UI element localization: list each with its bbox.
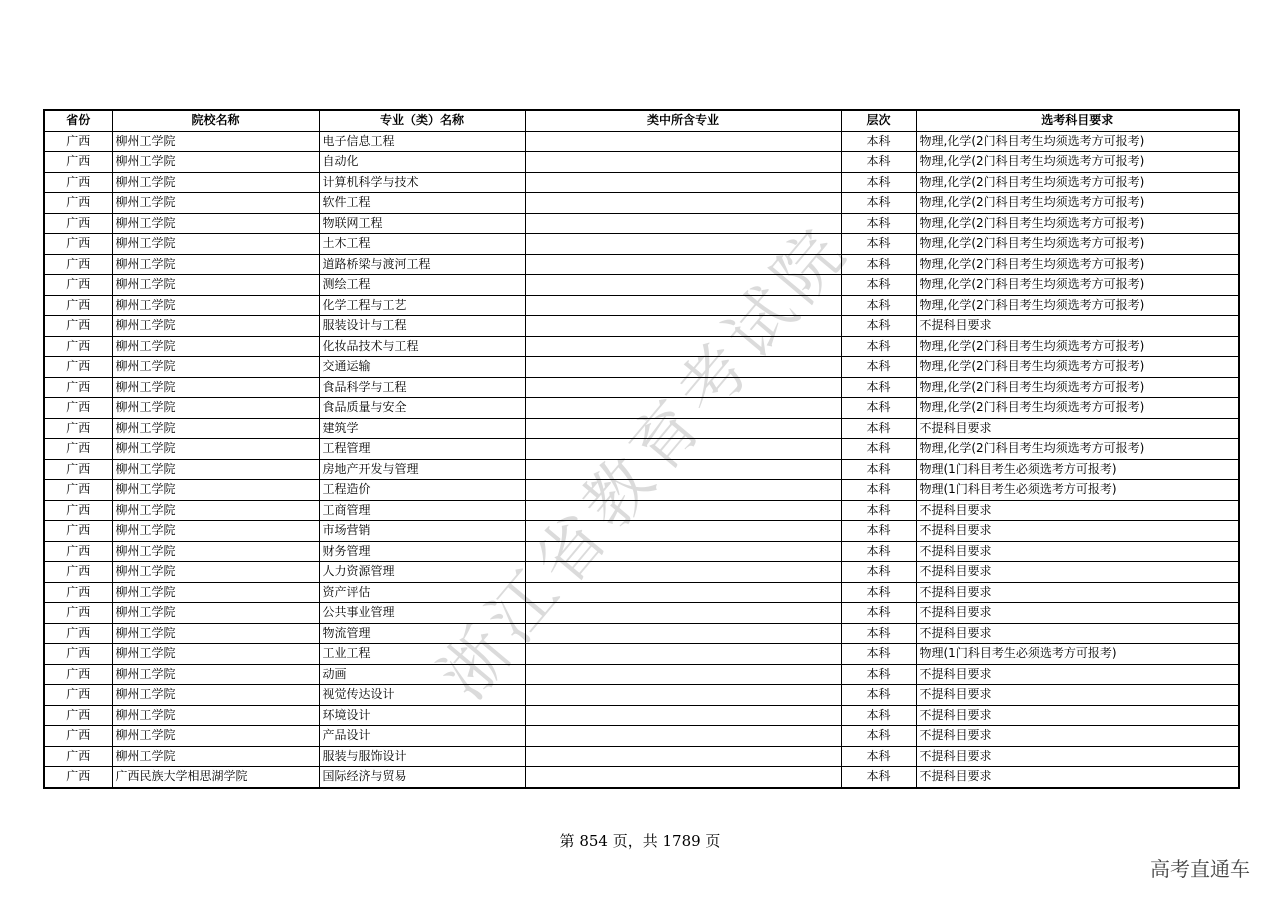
cell-school-name: 柳州工学院 <box>112 254 319 275</box>
cell-included-majors <box>525 234 841 255</box>
cell-subject-requirement: 物理,化学(2门科目考生均须选考方可报考) <box>916 234 1239 255</box>
cell-province: 广西 <box>44 767 112 788</box>
cell-school-name: 柳州工学院 <box>112 582 319 603</box>
cell-major-name: 测绘工程 <box>319 275 525 296</box>
table-row <box>44 664 1239 685</box>
table-row <box>44 644 1239 665</box>
cell-major-name: 物联网工程 <box>319 213 525 234</box>
cell-included-majors <box>525 480 841 501</box>
cell-subject-requirement: 物理(1门科目考生必须选考方可报考) <box>916 644 1239 665</box>
cell-level: 本科 <box>841 172 916 193</box>
cell-subject-requirement: 物理,化学(2门科目考生均须选考方可报考) <box>916 193 1239 214</box>
cell-school-name: 柳州工学院 <box>112 746 319 767</box>
cell-school-name: 柳州工学院 <box>112 705 319 726</box>
cell-school-name: 柳州工学院 <box>112 213 319 234</box>
cell-school-name: 柳州工学院 <box>112 439 319 460</box>
cell-included-majors <box>525 336 841 357</box>
cell-major-name: 国际经济与贸易 <box>319 767 525 788</box>
table-row <box>44 152 1239 173</box>
cell-province: 广西 <box>44 500 112 521</box>
cell-province: 广西 <box>44 439 112 460</box>
cell-subject-requirement: 不提科目要求 <box>916 623 1239 644</box>
cell-included-majors <box>525 459 841 480</box>
cell-major-name: 产品设计 <box>319 726 525 747</box>
cell-subject-requirement: 物理,化学(2门科目考生均须选考方可报考) <box>916 131 1239 152</box>
header-province: 省份 <box>44 110 112 131</box>
cell-school-name: 柳州工学院 <box>112 357 319 378</box>
cell-level: 本科 <box>841 746 916 767</box>
cell-province: 广西 <box>44 459 112 480</box>
cell-level: 本科 <box>841 500 916 521</box>
table-row <box>44 377 1239 398</box>
cell-school-name: 柳州工学院 <box>112 459 319 480</box>
cell-school-name: 柳州工学院 <box>112 377 319 398</box>
cell-province: 广西 <box>44 254 112 275</box>
cell-included-majors <box>525 377 841 398</box>
cell-major-name: 财务管理 <box>319 541 525 562</box>
cell-included-majors <box>525 439 841 460</box>
table-row <box>44 623 1239 644</box>
cell-subject-requirement: 物理,化学(2门科目考生均须选考方可报考) <box>916 254 1239 275</box>
header-included-majors: 类中所含专业 <box>525 110 841 131</box>
cell-province: 广西 <box>44 275 112 296</box>
cell-level: 本科 <box>841 152 916 173</box>
table-row <box>44 193 1239 214</box>
cell-subject-requirement: 不提科目要求 <box>916 418 1239 439</box>
table-header <box>44 110 1239 131</box>
cell-subject-requirement: 不提科目要求 <box>916 541 1239 562</box>
table-row <box>44 582 1239 603</box>
cell-included-majors <box>525 521 841 542</box>
cell-major-name: 环境设计 <box>319 705 525 726</box>
cell-major-name: 服装设计与工程 <box>319 316 525 337</box>
table-row <box>44 480 1239 501</box>
cell-school-name: 柳州工学院 <box>112 664 319 685</box>
table-row <box>44 336 1239 357</box>
cell-subject-requirement: 物理,化学(2门科目考生均须选考方可报考) <box>916 213 1239 234</box>
subject-requirements-table <box>43 109 1240 789</box>
cell-subject-requirement: 不提科目要求 <box>916 726 1239 747</box>
page-number-footer: 第 854 页，共 1789 页 <box>559 832 721 850</box>
cell-included-majors <box>525 664 841 685</box>
cell-subject-requirement: 物理,化学(2门科目考生均须选考方可报考) <box>916 336 1239 357</box>
cell-included-majors <box>525 193 841 214</box>
cell-level: 本科 <box>841 336 916 357</box>
cell-level: 本科 <box>841 582 916 603</box>
cell-subject-requirement: 物理(1门科目考生必须选考方可报考) <box>916 480 1239 501</box>
cell-level: 本科 <box>841 459 916 480</box>
cell-major-name: 工程造价 <box>319 480 525 501</box>
cell-included-majors <box>525 582 841 603</box>
cell-level: 本科 <box>841 254 916 275</box>
cell-level: 本科 <box>841 644 916 665</box>
cell-province: 广西 <box>44 172 112 193</box>
cell-subject-requirement: 不提科目要求 <box>916 705 1239 726</box>
cell-province: 广西 <box>44 623 112 644</box>
cell-school-name: 柳州工学院 <box>112 685 319 706</box>
cell-level: 本科 <box>841 664 916 685</box>
table-row <box>44 500 1239 521</box>
cell-subject-requirement: 物理,化学(2门科目考生均须选考方可报考) <box>916 439 1239 460</box>
cell-included-majors <box>525 213 841 234</box>
cell-subject-requirement: 不提科目要求 <box>916 521 1239 542</box>
cell-province: 广西 <box>44 398 112 419</box>
cell-subject-requirement: 物理,化学(2门科目考生均须选考方可报考) <box>916 377 1239 398</box>
cell-level: 本科 <box>841 275 916 296</box>
cell-province: 广西 <box>44 664 112 685</box>
cell-included-majors <box>525 541 841 562</box>
table-row <box>44 705 1239 726</box>
cell-level: 本科 <box>841 623 916 644</box>
cell-level: 本科 <box>841 685 916 706</box>
cell-major-name: 交通运输 <box>319 357 525 378</box>
cell-included-majors <box>525 131 841 152</box>
cell-major-name: 电子信息工程 <box>319 131 525 152</box>
cell-school-name: 柳州工学院 <box>112 172 319 193</box>
cell-level: 本科 <box>841 705 916 726</box>
cell-subject-requirement: 不提科目要求 <box>916 582 1239 603</box>
cell-level: 本科 <box>841 418 916 439</box>
cell-level: 本科 <box>841 562 916 583</box>
cell-included-majors <box>525 254 841 275</box>
cell-major-name: 道路桥梁与渡河工程 <box>319 254 525 275</box>
cell-included-majors <box>525 767 841 788</box>
cell-subject-requirement: 物理,化学(2门科目考生均须选考方可报考) <box>916 275 1239 296</box>
cell-major-name: 自动化 <box>319 152 525 173</box>
cell-level: 本科 <box>841 541 916 562</box>
cell-major-name: 房地产开发与管理 <box>319 459 525 480</box>
table-row <box>44 234 1239 255</box>
cell-subject-requirement: 不提科目要求 <box>916 664 1239 685</box>
cell-province: 广西 <box>44 336 112 357</box>
cell-subject-requirement: 物理,化学(2门科目考生均须选考方可报考) <box>916 172 1239 193</box>
cell-subject-requirement: 物理,化学(2门科目考生均须选考方可报考) <box>916 357 1239 378</box>
cell-province: 广西 <box>44 193 112 214</box>
header-row <box>44 110 1239 131</box>
cell-included-majors <box>525 603 841 624</box>
cell-level: 本科 <box>841 131 916 152</box>
cell-school-name: 柳州工学院 <box>112 418 319 439</box>
brand-watermark: 高考直通车 <box>1150 857 1250 881</box>
table-row <box>44 316 1239 337</box>
cell-major-name: 工业工程 <box>319 644 525 665</box>
cell-level: 本科 <box>841 603 916 624</box>
cell-level: 本科 <box>841 480 916 501</box>
cell-subject-requirement: 不提科目要求 <box>916 316 1239 337</box>
cell-included-majors <box>525 295 841 316</box>
cell-major-name: 土木工程 <box>319 234 525 255</box>
cell-level: 本科 <box>841 439 916 460</box>
cell-school-name: 柳州工学院 <box>112 275 319 296</box>
table-row <box>44 418 1239 439</box>
table-row <box>44 213 1239 234</box>
cell-school-name: 柳州工学院 <box>112 603 319 624</box>
cell-province: 广西 <box>44 295 112 316</box>
cell-school-name: 柳州工学院 <box>112 336 319 357</box>
cell-subject-requirement: 物理,化学(2门科目考生均须选考方可报考) <box>916 295 1239 316</box>
cell-school-name: 柳州工学院 <box>112 398 319 419</box>
cell-subject-requirement: 不提科目要求 <box>916 562 1239 583</box>
cell-included-majors <box>525 623 841 644</box>
cell-school-name: 柳州工学院 <box>112 480 319 501</box>
cell-level: 本科 <box>841 213 916 234</box>
table-row <box>44 746 1239 767</box>
table-row <box>44 726 1239 747</box>
cell-school-name: 柳州工学院 <box>112 500 319 521</box>
cell-province: 广西 <box>44 644 112 665</box>
cell-province: 广西 <box>44 234 112 255</box>
cell-major-name: 市场营销 <box>319 521 525 542</box>
table-row <box>44 541 1239 562</box>
cell-subject-requirement: 物理(1门科目考生必须选考方可报考) <box>916 459 1239 480</box>
cell-included-majors <box>525 152 841 173</box>
cell-included-majors <box>525 562 841 583</box>
cell-major-name: 物流管理 <box>319 623 525 644</box>
cell-major-name: 化妆品技术与工程 <box>319 336 525 357</box>
cell-included-majors <box>525 500 841 521</box>
cell-major-name: 软件工程 <box>319 193 525 214</box>
cell-level: 本科 <box>841 398 916 419</box>
cell-province: 广西 <box>44 357 112 378</box>
cell-province: 广西 <box>44 521 112 542</box>
cell-school-name: 柳州工学院 <box>112 295 319 316</box>
cell-major-name: 化学工程与工艺 <box>319 295 525 316</box>
cell-school-name: 广西民族大学相思湖学院 <box>112 767 319 788</box>
cell-province: 广西 <box>44 705 112 726</box>
header-school-name: 院校名称 <box>112 110 319 131</box>
cell-level: 本科 <box>841 193 916 214</box>
cell-included-majors <box>525 685 841 706</box>
cell-included-majors <box>525 275 841 296</box>
cell-subject-requirement: 物理,化学(2门科目考生均须选考方可报考) <box>916 152 1239 173</box>
cell-included-majors <box>525 172 841 193</box>
table-row <box>44 357 1239 378</box>
cell-major-name: 工商管理 <box>319 500 525 521</box>
cell-province: 广西 <box>44 131 112 152</box>
cell-province: 广西 <box>44 316 112 337</box>
table-row <box>44 459 1239 480</box>
cell-level: 本科 <box>841 377 916 398</box>
header-major-name: 专业（类）名称 <box>319 110 525 131</box>
cell-level: 本科 <box>841 234 916 255</box>
cell-major-name: 资产评估 <box>319 582 525 603</box>
cell-level: 本科 <box>841 316 916 337</box>
cell-major-name: 人力资源管理 <box>319 562 525 583</box>
cell-included-majors <box>525 398 841 419</box>
cell-included-majors <box>525 357 841 378</box>
cell-school-name: 柳州工学院 <box>112 726 319 747</box>
cell-level: 本科 <box>841 767 916 788</box>
table-row <box>44 767 1239 788</box>
table-row <box>44 439 1239 460</box>
table-body <box>44 131 1239 788</box>
table-row <box>44 603 1239 624</box>
watermark-text: 浙江省教育考试院 <box>424 210 865 714</box>
cell-province: 广西 <box>44 418 112 439</box>
cell-major-name: 视觉传达设计 <box>319 685 525 706</box>
cell-level: 本科 <box>841 295 916 316</box>
cell-school-name: 柳州工学院 <box>112 623 319 644</box>
table-row <box>44 521 1239 542</box>
cell-subject-requirement: 不提科目要求 <box>916 767 1239 788</box>
cell-included-majors <box>525 316 841 337</box>
cell-major-name: 公共事业管理 <box>319 603 525 624</box>
cell-school-name: 柳州工学院 <box>112 562 319 583</box>
table-row <box>44 275 1239 296</box>
header-subject-requirement: 选考科目要求 <box>916 110 1239 131</box>
cell-included-majors <box>525 746 841 767</box>
cell-major-name: 工程管理 <box>319 439 525 460</box>
cell-subject-requirement: 物理,化学(2门科目考生均须选考方可报考) <box>916 398 1239 419</box>
cell-school-name: 柳州工学院 <box>112 193 319 214</box>
table-row <box>44 685 1239 706</box>
cell-school-name: 柳州工学院 <box>112 131 319 152</box>
cell-subject-requirement: 不提科目要求 <box>916 500 1239 521</box>
cell-province: 广西 <box>44 377 112 398</box>
cell-school-name: 柳州工学院 <box>112 541 319 562</box>
cell-major-name: 服装与服饰设计 <box>319 746 525 767</box>
cell-province: 广西 <box>44 152 112 173</box>
cell-major-name: 建筑学 <box>319 418 525 439</box>
table-row <box>44 254 1239 275</box>
cell-included-majors <box>525 418 841 439</box>
cell-included-majors <box>525 726 841 747</box>
table-row <box>44 295 1239 316</box>
header-level: 层次 <box>841 110 916 131</box>
cell-province: 广西 <box>44 582 112 603</box>
table-row <box>44 172 1239 193</box>
cell-school-name: 柳州工学院 <box>112 316 319 337</box>
cell-level: 本科 <box>841 357 916 378</box>
cell-major-name: 食品科学与工程 <box>319 377 525 398</box>
cell-school-name: 柳州工学院 <box>112 152 319 173</box>
cell-included-majors <box>525 705 841 726</box>
table-row <box>44 562 1239 583</box>
cell-province: 广西 <box>44 685 112 706</box>
cell-school-name: 柳州工学院 <box>112 644 319 665</box>
cell-major-name: 食品质量与安全 <box>319 398 525 419</box>
cell-school-name: 柳州工学院 <box>112 521 319 542</box>
cell-subject-requirement: 不提科目要求 <box>916 603 1239 624</box>
cell-province: 广西 <box>44 480 112 501</box>
cell-province: 广西 <box>44 603 112 624</box>
cell-subject-requirement: 不提科目要求 <box>916 746 1239 767</box>
cell-province: 广西 <box>44 541 112 562</box>
cell-province: 广西 <box>44 726 112 747</box>
cell-major-name: 计算机科学与技术 <box>319 172 525 193</box>
cell-province: 广西 <box>44 746 112 767</box>
cell-school-name: 柳州工学院 <box>112 234 319 255</box>
table-row <box>44 398 1239 419</box>
cell-included-majors <box>525 644 841 665</box>
table-row <box>44 131 1239 152</box>
cell-province: 广西 <box>44 213 112 234</box>
cell-province: 广西 <box>44 562 112 583</box>
cell-level: 本科 <box>841 521 916 542</box>
cell-major-name: 动画 <box>319 664 525 685</box>
cell-subject-requirement: 不提科目要求 <box>916 685 1239 706</box>
cell-level: 本科 <box>841 726 916 747</box>
